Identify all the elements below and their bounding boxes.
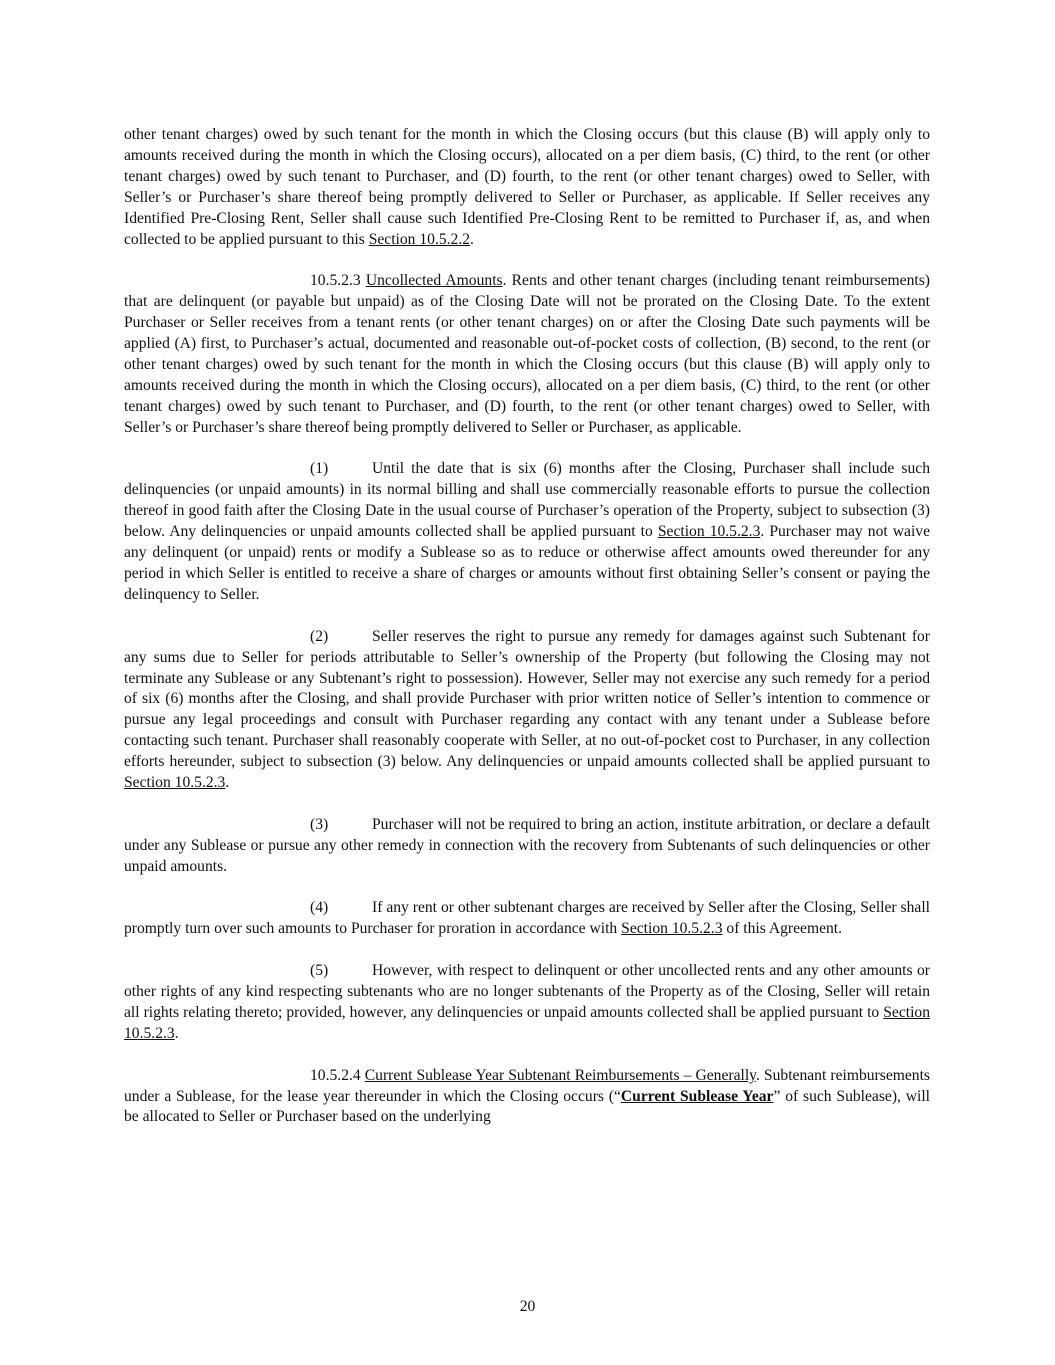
section-10-5-2-4	[124, 1066, 930, 1129]
section-reference-link: Section 10.5.2.3	[124, 774, 226, 792]
paragraph-continuation: other tenant charges) owed by such tenant for the month in which the Closing occurs (but this clause (B) will apply only to amounts received during the month in which the Closing occurs), allocated on a per diem basis, (C) third, to the rent (or other tenant charges) owed by such tenant to Purchaser, and (D) fourth, to the rent (or other tenant charges) owed to Seller, with Seller’s or Purchaser’s share thereof being promptly delivered to Seller or Purchaser, as applicable. If Seller receives any Identified Pre-Closing Rent, Seller shall cause such Identified Pre-Closing Rent to be remitted to Purchaser if, as, and when collected to be applied pursuant to this Section 10.5.2.2.	[124, 126, 930, 248]
section-number: 10.5.2.3	[310, 272, 361, 290]
paragraph-text: of this Agreement.	[722, 920, 843, 938]
subsection-number: (1)	[310, 460, 329, 478]
document-page	[124, 125, 930, 1128]
defined-term: Current Sublease Year	[620, 1087, 774, 1105]
paragraph-text: If any rent or other subtenant charges are received by Seller after the Closing, Seller shall promptly turn over such amounts to Purchaser for proration in accordance with	[124, 899, 930, 938]
paragraph-text: other tenant charges) owed by such tenant for the month in which the Closing occurs (but this clause (B) will apply only to amounts received during the month in which the Closing occurs), allocated on a per diem basis, (C) third, to the rent (or other tenant charges) owed by such tenant to Purchaser, and (D) fourth, to the rent (or other tenant charges) owed to Seller, with Seller’s or Purchaser’s share thereof being promptly delivered to Seller or Purchaser, as applicable. If Seller receives any Identified Pre-Closing Rent, Seller shall cause such Identified Pre-Closing Rent to be remitted to Purchaser if, as, and when collected to be applied pursuant to this	[124, 126, 930, 248]
subsection-2: (2) Seller reserves the right to pursue any remedy for damages against such Subtenant for any sums due to Seller for periods attributable to Seller’s ownership of the Property (but following the Closing may not terminate any Sublease or any Subtenant’s right to possession). However, Seller may not exercise any such remedy for a period of six (6) months after the Closing, and shall provide Purchaser with prior written notice of Seller’s intention to commence or pursue any legal proceedings and consult with Purchaser regarding any contact with any tenant under a Sublease before contacting such tenant. Purchaser shall reasonably cooperate with Seller, at no out-of-pocket cost to Purchaser, in any collection efforts hereunder, subject to subsection (3) below. Any delinquencies or unpaid amounts collected shall be applied pursuant to Section 10.5.2.3.	[124, 627, 930, 792]
subsection-4	[124, 898, 930, 940]
section-reference-link: Section 10.5.2.3	[621, 920, 723, 938]
subsection-5: (5) However, with respect to delinquent or other uncollected rents and any other amounts or other rights of any kind respecting subtenants who are no longer subtenants of the Property as of the Closing, Seller will retain all rights relating thereto; provided, however, any delinquencies or unpaid amounts collected shall be applied pursuant to Section 10.5.2.3.	[124, 962, 930, 1042]
page-number: 20	[519, 1298, 536, 1315]
paragraph-text: ” of such Sublease), will be allocated to Seller or Purchaser based on the underlying	[124, 1087, 930, 1126]
subsection-1	[124, 459, 930, 605]
paragraph-text: . Subtenant reimbursements under a Sublease, for the lease year thereunder in which the Closing occurs (“	[124, 1066, 930, 1105]
section-10-5-2-3	[124, 271, 930, 438]
section-reference-link: Section 10.5.2.2	[368, 230, 471, 248]
paragraph-text: Purchaser will not be required to bring an action, institute arbitration, or declare a default under any Sublease or pursue any other remedy in connection with the recovery from Subtenants of such delinquencies or other unpaid amounts.	[124, 815, 930, 875]
subsection-number: (4)	[310, 899, 329, 917]
paragraph-text: However, with respect to delinquent or other uncollected rents and any other amounts or other rights of any kind respecting subtenants who are no longer subtenants of the Property as of the Closing, Seller will retain all rights relating thereto; provided, however, any delinquencies or unpaid amounts collected shall be applied pursuant to	[124, 962, 930, 1021]
section-reference-link: Section 10.5.2.3	[124, 1003, 930, 1042]
paragraph-text: Until the date that is six (6) months after the Closing, Purchaser shall include such delinquencies (or unpaid amounts) in its normal billing and shall use commercially reasonable efforts to pursue the collection thereof in good faith after the Closing Date in the usual course of Purchaser’s operation of the Property, subject to subsection (3) below. Any delinquencies or unpaid amounts collected shall be applied pursuant to	[124, 460, 930, 541]
section-number: 10.5.2.4	[310, 1066, 361, 1084]
paragraph-text: . Rents and other tenant charges (including tenant reimbursements) that are delinquent (or payable but unpaid) as of the Closing Date will not be prorated on the Closing Date. To the extent Purchaser or Seller receives from a tenant rents (or other tenant charges) on or after the Closing Date such payments will be applied (A) first, to Purchaser’s actual, documented and reasonable out-of-pocket costs of collection, (B) second, to the rent (or other tenant charges) owed by such tenant for the month in which the Closing occurs (but this clause (B) will apply only to amounts received during the month in which the Closing occurs), allocated on a per diem basis, (C) third, to the rent (or other tenant charges) owed by such tenant to Purchaser, and (D) fourth, to the rent (or other tenant charges) owed to Seller, with Seller’s or Purchaser’s share thereof being promptly delivered to Seller or Purchaser, as applicable.	[124, 272, 930, 436]
subsection-number: (5)	[310, 962, 329, 980]
section-reference-link: Section 10.5.2.3	[657, 523, 761, 541]
paragraph-text: . Purchaser may not waive any delinquent (or unpaid) rents or modify a Sublease so as to reduce or otherwise affect amounts owed thereunder for any period in which Seller is entitled to receive a share of charges or amounts without first obtaining Seller’s consent or paying the delinquency to Seller.	[124, 523, 930, 603]
section-heading: Current Sublease Year Subtenant Reimbursements – Generally	[364, 1066, 756, 1084]
section-heading: Uncollected Amounts	[365, 272, 503, 290]
subsection-number: (3)	[310, 815, 329, 833]
paragraph-text: Seller reserves the right to pursue any remedy for damages against such Subtenant for any sums due to Seller for periods attributable to Seller’s ownership of the Property (but following the Closing may not terminate any Sublease or any Subtenant’s right to possession). However, Seller may not exercise any such remedy for a period of six (6) months after the Closing, and shall provide Purchaser with prior written notice of Seller’s intention to commence or pursue any legal proceedings and consult with Purchaser regarding any contact with any tenant under a Sublease before contacting such tenant. Purchaser shall reasonably cooperate with Seller, at no out-of-pocket cost to Purchaser, in any collection efforts hereunder, subject to subsection (3) below. Any delinquencies or unpaid amounts collected shall be applied pursuant to	[124, 627, 930, 771]
subsection-3	[124, 815, 930, 878]
subsection-number: (2)	[310, 627, 329, 645]
